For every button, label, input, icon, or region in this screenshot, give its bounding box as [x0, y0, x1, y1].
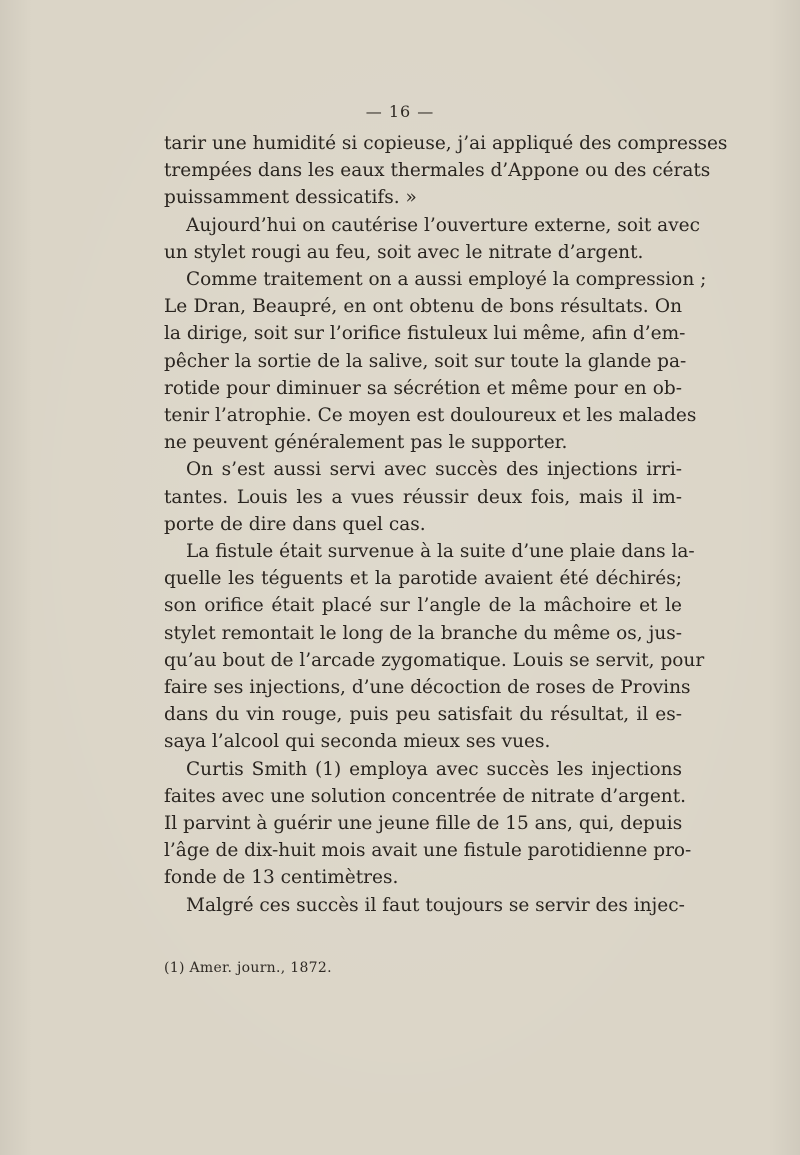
- text-line: Curtis Smith (1) employa avec succès les injections: [186, 758, 682, 780]
- text-line: La fistule était survenue à la suite d’une plaie dans la-: [186, 541, 695, 563]
- text-line: son orifice était placé sur l’angle de la mâchoire et le: [164, 595, 682, 617]
- text-line: un stylet rougi au feu, soit avec le nitrate d’argent.: [164, 241, 644, 263]
- text-line: Malgré ces succès il faut toujours se servir des injec-: [186, 894, 685, 916]
- text-line: faites avec une solution concentrée de nitrate d’argent.: [164, 785, 687, 807]
- text-line: Comme traitement on a aussi employé la compression ;: [186, 269, 707, 291]
- text-line: saya l’alcool qui seconda mieux ses vues.: [164, 731, 551, 753]
- text-line: pêcher la sortie de la salive, soit sur toute la glande pa-: [164, 350, 687, 372]
- text-line: Aujourd’hui on cautérise l’ouverture externe, soit avec: [186, 214, 700, 236]
- text-line: dans du vin rouge, puis peu satisfait du résultat, il es-: [164, 704, 682, 726]
- text-line: tarir une humidité si copieuse, j’ai appliqué des compresses: [164, 133, 728, 154]
- text-line: stylet remontait le long de la branche du même os, jus-: [164, 622, 682, 644]
- text-line: la dirige, soit sur l’orifice fistuleux lui même, afin d’em-: [164, 323, 686, 345]
- text-line: Il parvint à guérir une jeune fille de 15 ans, qui, depuis: [164, 813, 683, 835]
- text-line: Le Dran, Beaupré, en ont obtenu de bons résultats. On: [164, 296, 682, 318]
- text-line: puissamment dessicatifs. »: [164, 187, 417, 209]
- footnote: (1) Amer. journ., 1872.: [164, 960, 332, 976]
- page-number: — 16 —: [365, 102, 435, 121]
- text-line: tenir l’atrophie. Ce moyen est douloureux et les malades: [164, 405, 697, 427]
- text-line: qu’au bout de l’arcade zygomatique. Louis se servit, pour: [164, 649, 705, 671]
- text-line: porte de dire dans quel cas.: [164, 513, 426, 535]
- body-text: [164, 130, 728, 919]
- text-line: rotide pour diminuer sa sécrétion et même pour en ob-: [164, 377, 682, 399]
- text-line: tantes. Louis les a vues réussir deux fois, mais il im-: [164, 486, 682, 508]
- text-line: trempées dans les eaux thermales d’Appone ou des cérats: [164, 160, 711, 182]
- text-line: quelle les téguents et la parotide avaient été déchirés;: [164, 568, 682, 590]
- text-line: faire ses injections, d’une décoction de roses de Provins: [164, 677, 691, 699]
- text-line: fonde de 13 centimètres.: [164, 867, 399, 889]
- text-line: ne peuvent généralement pas le supporter.: [164, 432, 568, 454]
- text-line: l’âge de dix-huit mois avait une fistule parotidienne pro-: [164, 840, 692, 862]
- text-line: On s’est aussi servi avec succès des injections irri-: [186, 459, 682, 481]
